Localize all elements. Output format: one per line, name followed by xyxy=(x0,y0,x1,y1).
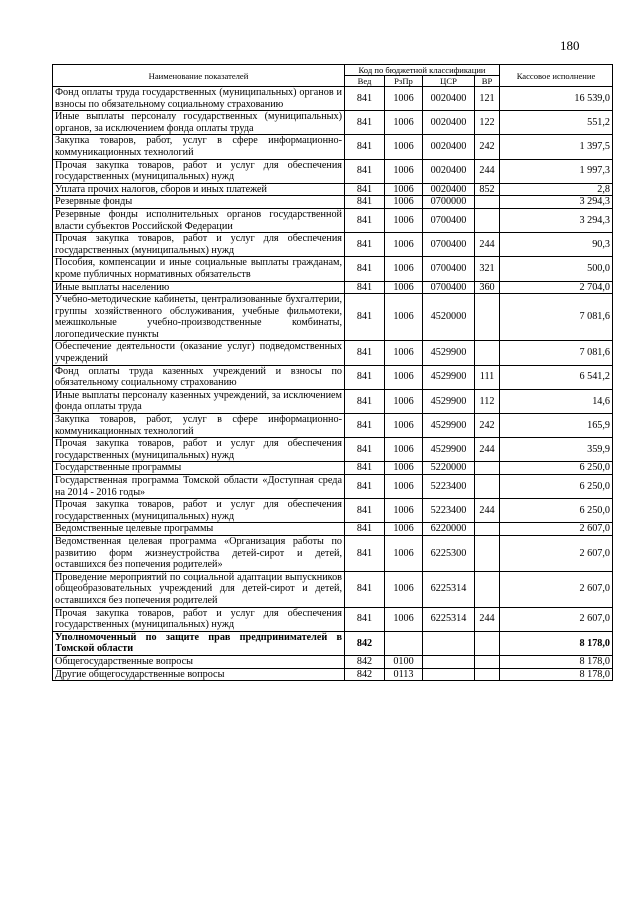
table-row xyxy=(53,607,613,631)
table-row xyxy=(53,183,613,196)
row-name: Иные выплаты населению xyxy=(53,281,345,294)
row-name: Прочая закупка товаров, работ и услуг для обеспечения государственных (муниципальных) нужд xyxy=(53,159,345,183)
row-ved: 841 xyxy=(345,208,385,232)
row-rzpr: 1006 xyxy=(385,341,423,365)
row-name: Государственные программы xyxy=(53,462,345,475)
row-rzpr: 1006 xyxy=(385,571,423,607)
row-ved: 841 xyxy=(345,535,385,571)
row-vr: 121 xyxy=(475,87,500,111)
row-csr: 4529900 xyxy=(423,365,475,389)
row-rzpr: 0100 xyxy=(385,655,423,668)
row-sum: 90,3 xyxy=(500,233,613,257)
table-row xyxy=(53,414,613,438)
table-row xyxy=(53,475,613,499)
row-vr: 244 xyxy=(475,233,500,257)
row-rzpr: 1006 xyxy=(385,365,423,389)
row-vr: 244 xyxy=(475,607,500,631)
row-ved: 841 xyxy=(345,607,385,631)
row-vr: 112 xyxy=(475,389,500,413)
table-row xyxy=(53,389,613,413)
row-sum: 7 081,6 xyxy=(500,294,613,341)
row-vr xyxy=(475,294,500,341)
row-name: Другие общегосударственные вопросы xyxy=(53,668,345,681)
table-row xyxy=(53,159,613,183)
row-name: Фонд оплаты труда казенных учреждений и взносы по обязательному социальному страхованию xyxy=(53,365,345,389)
table-row xyxy=(53,341,613,365)
row-csr: 0020400 xyxy=(423,183,475,196)
row-csr: 4529900 xyxy=(423,438,475,462)
row-name: Учебно-методические кабинеты, централизованные бухгалтерии, группы хозяйственного обслуживания, учебные фильмотеки, межшкольные учебно-производственные комбинаты, логопедические пункты xyxy=(53,294,345,341)
header-name: Наименование показателей xyxy=(53,65,345,87)
row-sum: 7 081,6 xyxy=(500,341,613,365)
row-rzpr xyxy=(385,631,423,655)
row-vr xyxy=(475,668,500,681)
table-row xyxy=(53,535,613,571)
header-code-group: Код по бюджетной классификации xyxy=(345,65,500,76)
row-vr xyxy=(475,462,500,475)
row-csr: 5223400 xyxy=(423,475,475,499)
row-rzpr: 1006 xyxy=(385,111,423,135)
row-name: Обеспечение деятельности (оказание услуг) подведомственных учреждений xyxy=(53,341,345,365)
row-name: Прочая закупка товаров, работ и услуг для обеспечения государственных (муниципальных) нужд xyxy=(53,499,345,523)
row-vr xyxy=(475,571,500,607)
row-ved: 841 xyxy=(345,389,385,413)
table-row xyxy=(53,233,613,257)
row-sum: 8 178,0 xyxy=(500,631,613,655)
row-rzpr: 1006 xyxy=(385,294,423,341)
row-rzpr: 1006 xyxy=(385,233,423,257)
row-rzpr: 1006 xyxy=(385,535,423,571)
row-sum: 1 997,3 xyxy=(500,159,613,183)
row-ved: 841 xyxy=(345,257,385,281)
row-ved: 841 xyxy=(345,438,385,462)
row-csr: 0700000 xyxy=(423,196,475,209)
row-ved: 841 xyxy=(345,183,385,196)
row-vr: 244 xyxy=(475,159,500,183)
table-row xyxy=(53,365,613,389)
row-rzpr: 1006 xyxy=(385,438,423,462)
table-row xyxy=(53,196,613,209)
row-rzpr: 1006 xyxy=(385,499,423,523)
row-ved: 842 xyxy=(345,631,385,655)
row-name: Прочая закупка товаров, работ и услуг для обеспечения государственных (муниципальных) нужд xyxy=(53,607,345,631)
row-ved: 841 xyxy=(345,281,385,294)
row-csr: 0020400 xyxy=(423,87,475,111)
row-csr: 4529900 xyxy=(423,341,475,365)
row-ved: 841 xyxy=(345,475,385,499)
row-vr: 244 xyxy=(475,499,500,523)
row-csr: 0020400 xyxy=(423,111,475,135)
row-name: Фонд оплаты труда государственных (муниципальных) органов и взносы по обязательному социальному страхованию xyxy=(53,87,345,111)
table-row xyxy=(53,462,613,475)
header-rzpr: РзПр xyxy=(385,76,423,87)
row-vr: 122 xyxy=(475,111,500,135)
header-vr: ВР xyxy=(475,76,500,87)
row-name: Ведомственная целевая программа «Организация работы по развитию форм жизнеустройства детей-сирот и детей, оставшихся без попечения родителей» xyxy=(53,535,345,571)
row-sum: 6 250,0 xyxy=(500,462,613,475)
table-row xyxy=(53,294,613,341)
row-sum: 2 607,0 xyxy=(500,607,613,631)
row-ved: 841 xyxy=(345,294,385,341)
row-rzpr: 0113 xyxy=(385,668,423,681)
table-body xyxy=(53,87,613,681)
row-ved: 842 xyxy=(345,668,385,681)
row-ved: 841 xyxy=(345,233,385,257)
row-vr xyxy=(475,631,500,655)
row-vr xyxy=(475,475,500,499)
row-vr: 111 xyxy=(475,365,500,389)
table-row xyxy=(53,631,613,655)
row-rzpr: 1006 xyxy=(385,183,423,196)
table-row xyxy=(53,135,613,159)
row-sum: 359,9 xyxy=(500,438,613,462)
row-ved: 841 xyxy=(345,414,385,438)
row-vr xyxy=(475,535,500,571)
row-rzpr: 1006 xyxy=(385,462,423,475)
row-ved: 841 xyxy=(345,523,385,536)
page-number: 180 xyxy=(560,38,580,53)
row-sum: 2 607,0 xyxy=(500,571,613,607)
table-row xyxy=(53,655,613,668)
row-sum: 2 607,0 xyxy=(500,523,613,536)
row-csr: 6225314 xyxy=(423,571,475,607)
row-sum: 2,8 xyxy=(500,183,613,196)
row-ved: 841 xyxy=(345,365,385,389)
row-csr: 0700400 xyxy=(423,233,475,257)
row-name: Резервные фонды исполнительных органов государственной власти субъектов Российской Федерации xyxy=(53,208,345,232)
header-ved: Вед xyxy=(345,76,385,87)
row-sum: 6 250,0 xyxy=(500,499,613,523)
row-name: Пособия, компенсации и иные социальные выплаты гражданам, кроме публичных нормативных обязательств xyxy=(53,257,345,281)
row-csr: 6225300 xyxy=(423,535,475,571)
row-rzpr: 1006 xyxy=(385,414,423,438)
row-sum: 8 178,0 xyxy=(500,655,613,668)
row-rzpr: 1006 xyxy=(385,389,423,413)
row-rzpr: 1006 xyxy=(385,208,423,232)
row-rzpr: 1006 xyxy=(385,475,423,499)
row-vr xyxy=(475,655,500,668)
row-csr: 5220000 xyxy=(423,462,475,475)
row-sum: 1 397,5 xyxy=(500,135,613,159)
row-name: Общегосударственные вопросы xyxy=(53,655,345,668)
row-vr: 242 xyxy=(475,414,500,438)
table-row xyxy=(53,87,613,111)
row-csr xyxy=(423,668,475,681)
budget-table xyxy=(52,64,613,681)
row-rzpr: 1006 xyxy=(385,607,423,631)
row-rzpr: 1006 xyxy=(385,523,423,536)
row-ved: 842 xyxy=(345,655,385,668)
header-sum: Кассовое исполнение xyxy=(500,65,613,87)
row-name: Уполномоченный по защите прав предпринимателей в Томской области xyxy=(53,631,345,655)
row-name: Иные выплаты персоналу государственных (муниципальных) органов, за исключением фонда оплаты труда xyxy=(53,111,345,135)
row-name: Государственная программа Томской области «Доступная среда на 2014 - 2016 годы» xyxy=(53,475,345,499)
row-sum: 3 294,3 xyxy=(500,208,613,232)
row-vr: 360 xyxy=(475,281,500,294)
row-csr: 0020400 xyxy=(423,135,475,159)
row-csr: 0700400 xyxy=(423,257,475,281)
row-csr xyxy=(423,655,475,668)
row-csr xyxy=(423,631,475,655)
row-rzpr: 1006 xyxy=(385,257,423,281)
row-sum: 3 294,3 xyxy=(500,196,613,209)
row-sum: 500,0 xyxy=(500,257,613,281)
table-header xyxy=(53,65,613,87)
table-row xyxy=(53,438,613,462)
row-rzpr: 1006 xyxy=(385,87,423,111)
table-row xyxy=(53,257,613,281)
row-csr: 6225314 xyxy=(423,607,475,631)
row-ved: 841 xyxy=(345,462,385,475)
row-rzpr: 1006 xyxy=(385,196,423,209)
row-rzpr: 1006 xyxy=(385,159,423,183)
row-sum: 14,6 xyxy=(500,389,613,413)
row-name: Иные выплаты персоналу казенных учреждений, за исключением фонда оплаты труда xyxy=(53,389,345,413)
table-row xyxy=(53,571,613,607)
header-csr: ЦСР xyxy=(423,76,475,87)
row-csr: 4520000 xyxy=(423,294,475,341)
row-sum: 6 541,2 xyxy=(500,365,613,389)
table-row xyxy=(53,499,613,523)
row-name: Проведение мероприятий по социальной адаптации выпускников общеобразовательных учреждений для детей-сирот и детей, оставшихся без попечения родителей xyxy=(53,571,345,607)
row-rzpr: 1006 xyxy=(385,135,423,159)
row-sum: 551,2 xyxy=(500,111,613,135)
row-name: Резервные фонды xyxy=(53,196,345,209)
row-sum: 2 607,0 xyxy=(500,535,613,571)
table-row xyxy=(53,668,613,681)
row-ved: 841 xyxy=(345,111,385,135)
row-vr: 852 xyxy=(475,183,500,196)
row-csr: 0700400 xyxy=(423,208,475,232)
row-csr: 4529900 xyxy=(423,414,475,438)
row-csr: 0020400 xyxy=(423,159,475,183)
row-ved: 841 xyxy=(345,571,385,607)
row-vr: 242 xyxy=(475,135,500,159)
row-name: Прочая закупка товаров, работ и услуг для обеспечения государственных (муниципальных) нужд xyxy=(53,438,345,462)
row-ved: 841 xyxy=(345,159,385,183)
row-ved: 841 xyxy=(345,499,385,523)
table-row xyxy=(53,281,613,294)
row-ved: 841 xyxy=(345,135,385,159)
row-rzpr: 1006 xyxy=(385,281,423,294)
row-csr: 0700400 xyxy=(423,281,475,294)
row-sum: 16 539,0 xyxy=(500,87,613,111)
row-vr xyxy=(475,208,500,232)
table-row xyxy=(53,111,613,135)
row-vr: 321 xyxy=(475,257,500,281)
row-sum: 8 178,0 xyxy=(500,668,613,681)
row-vr xyxy=(475,523,500,536)
table-row xyxy=(53,208,613,232)
row-csr: 6220000 xyxy=(423,523,475,536)
row-vr xyxy=(475,341,500,365)
row-ved: 841 xyxy=(345,341,385,365)
row-vr xyxy=(475,196,500,209)
row-sum: 6 250,0 xyxy=(500,475,613,499)
row-name: Прочая закупка товаров, работ и услуг для обеспечения государственных (муниципальных) нужд xyxy=(53,233,345,257)
row-name: Закупка товаров, работ, услуг в сфере информационно-коммуникационных технологий xyxy=(53,414,345,438)
row-csr: 4529900 xyxy=(423,389,475,413)
row-csr: 5223400 xyxy=(423,499,475,523)
row-sum: 2 704,0 xyxy=(500,281,613,294)
table-row xyxy=(53,523,613,536)
row-name: Закупка товаров, работ, услуг в сфере информационно-коммуникационных технологий xyxy=(53,135,345,159)
row-vr: 244 xyxy=(475,438,500,462)
row-name: Ведомственные целевые программы xyxy=(53,523,345,536)
row-sum: 165,9 xyxy=(500,414,613,438)
row-ved: 841 xyxy=(345,87,385,111)
row-ved: 841 xyxy=(345,196,385,209)
row-name: Уплата прочих налогов, сборов и иных платежей xyxy=(53,183,345,196)
